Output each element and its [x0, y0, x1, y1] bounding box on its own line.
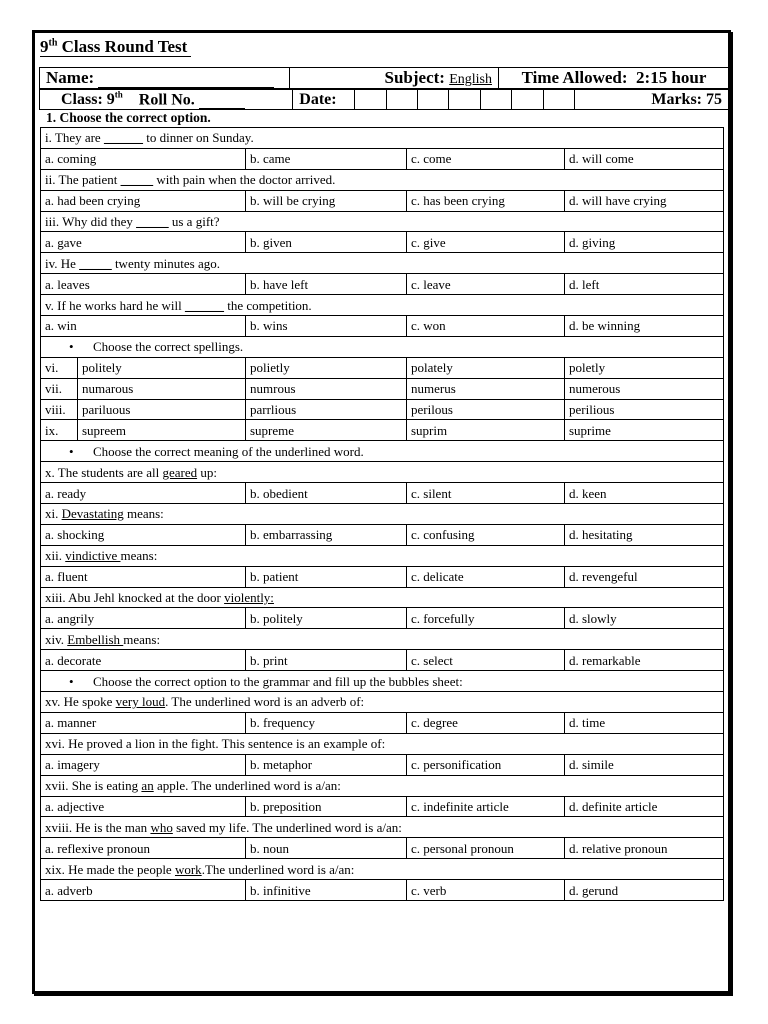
underlined-text: violently: [224, 590, 274, 606]
option-c[interactable]: c. degree [407, 712, 565, 733]
spelling-option[interactable]: poletly [565, 357, 724, 378]
options-row [41, 399, 724, 420]
marks-field [574, 90, 728, 110]
option-a[interactable]: a. coming [41, 148, 246, 169]
spelling-option[interactable]: polietly [246, 357, 407, 378]
option-a[interactable]: a. leaves [41, 274, 246, 295]
spelling-option[interactable]: supreme [246, 420, 407, 441]
option-d[interactable]: d. be winning [565, 316, 724, 337]
date-label: Date: [293, 90, 355, 110]
question-row [41, 545, 724, 566]
spelling-option[interactable]: supreem [78, 420, 246, 441]
options-row [41, 420, 724, 441]
marks-value: 75 [706, 90, 722, 108]
options-row [41, 357, 724, 378]
options-row [41, 148, 724, 169]
option-a[interactable]: a. shocking [41, 524, 246, 545]
option-b[interactable]: b. noun [246, 838, 407, 859]
option-c[interactable]: c. delicate [407, 566, 565, 587]
question-row [41, 211, 724, 232]
instruction-row [41, 336, 724, 357]
option-d[interactable]: d. giving [565, 232, 724, 253]
time-label: Time Allowed: [521, 68, 628, 87]
class-roll-field[interactable] [40, 90, 293, 110]
question-row [41, 733, 724, 754]
subject-value: English [449, 72, 492, 87]
question-text [41, 169, 724, 190]
spelling-option[interactable]: suprim [407, 420, 565, 441]
option-a[interactable]: a. win [41, 316, 246, 337]
spelling-option[interactable]: politely [78, 357, 246, 378]
date-box[interactable] [417, 90, 448, 110]
option-a[interactable]: a. imagery [41, 754, 246, 775]
underlined-text: an [141, 778, 154, 794]
instruction-text: • Choose the correct option to the grammar and fill up the bubbles sheet: [41, 671, 724, 692]
questions-table [40, 127, 724, 901]
option-a[interactable]: a. reflexive pronoun [41, 838, 246, 859]
name-blank[interactable] [98, 71, 274, 88]
question-text-part: up: [197, 464, 217, 480]
option-c[interactable]: c. silent [407, 483, 565, 504]
question-text-part: with pain when the doctor arrived. [153, 172, 336, 188]
options-row [41, 650, 724, 671]
option-d[interactable]: d. will come [565, 148, 724, 169]
question-text [41, 462, 724, 483]
option-d[interactable]: d. remarkable [565, 650, 724, 671]
option-a[interactable]: a. decorate [41, 650, 246, 671]
option-a[interactable]: a. manner [41, 712, 246, 733]
question-row [41, 169, 724, 190]
spelling-option[interactable]: pariluous [78, 399, 246, 420]
options-row [41, 712, 724, 733]
spelling-option[interactable]: numerous [565, 378, 724, 399]
options-row [41, 838, 724, 859]
option-d[interactable]: d. gerund [565, 880, 724, 901]
option-d[interactable]: d. relative pronoun [565, 838, 724, 859]
question-text-part: iv. He [45, 255, 80, 271]
options-row [41, 796, 724, 817]
option-d[interactable]: d. will have crying [565, 190, 724, 211]
spelling-option[interactable]: perilous [407, 399, 565, 420]
date-box[interactable] [543, 90, 574, 110]
question-row [41, 587, 724, 608]
option-c[interactable]: c. give [407, 232, 565, 253]
question-text [41, 211, 724, 232]
options-row [41, 316, 724, 337]
question-text-part: twenty minutes ago. [111, 255, 221, 271]
question-text-part: xvi. He proved a lion in the fight. This sentence is an example of: [45, 736, 386, 752]
question-text [41, 629, 724, 650]
underlined-text: _____ [120, 172, 154, 188]
question-text [41, 504, 724, 525]
options-row [41, 190, 724, 211]
question-text-part: xi. [45, 506, 62, 522]
question-text [41, 545, 724, 566]
spelling-option[interactable]: polately [407, 357, 565, 378]
underlined-text: _____ [79, 255, 112, 271]
spelling-option[interactable]: parrlious [246, 399, 407, 420]
option-a[interactable]: a. gave [41, 232, 246, 253]
question-text [41, 775, 724, 796]
option-b[interactable]: b. given [246, 232, 407, 253]
instruction-text: • Choose the correct spellings. [41, 336, 724, 357]
option-c[interactable]: c. confusing [407, 524, 565, 545]
options-row [41, 232, 724, 253]
underlined-text: Embellish [67, 631, 124, 647]
question-row [41, 253, 724, 274]
question-text [41, 817, 724, 838]
spelling-option[interactable]: numarous [78, 378, 246, 399]
option-d[interactable]: d. revengeful [565, 566, 724, 587]
question-number: vi. [41, 357, 78, 378]
question-text-part: x. The students are all [45, 464, 163, 480]
question-text-part: iii. Why did they [45, 214, 137, 229]
question-text-part: saved my life. The underlined word is a/an: [172, 819, 402, 835]
name-field[interactable] [40, 68, 290, 89]
options-row [41, 608, 724, 629]
question-row [41, 128, 724, 149]
question-number: ix. [41, 420, 78, 441]
question-text [41, 253, 724, 274]
option-a[interactable]: a. adjective [41, 796, 246, 817]
option-d[interactable]: d. definite article [565, 796, 724, 817]
question-text-part: means: [123, 506, 164, 522]
date-box[interactable] [480, 90, 511, 110]
question-text-part: xvii. She is eating [45, 778, 142, 794]
question-text-part: ii. The patient [45, 172, 121, 188]
question-row [41, 462, 724, 483]
options-row [41, 880, 724, 901]
question-text-part: xiii. Abu Jehl knocked at the door [45, 590, 225, 606]
underlined-text: who [150, 819, 173, 835]
option-d[interactable]: d. simile [565, 754, 724, 775]
page-title: 9th Class Round Test [40, 37, 191, 57]
question-text [41, 733, 724, 754]
time-value: 2:15 hour [636, 68, 707, 87]
question-text-part: xiv. [45, 631, 68, 647]
option-c[interactable]: c. personal pronoun [407, 838, 565, 859]
question-text-part: xix. He made the people [45, 861, 175, 877]
question-text-part: xv. He spoke [45, 694, 116, 710]
spelling-option[interactable]: numrous [246, 378, 407, 399]
option-b[interactable]: b. will be crying [246, 190, 407, 211]
option-b[interactable]: b. preposition [246, 796, 407, 817]
underlined-text: very loud [115, 694, 166, 710]
option-c[interactable]: c. verb [407, 880, 565, 901]
option-c[interactable]: c. personification [407, 754, 565, 775]
underlined-text: work [174, 861, 202, 877]
underlined-text: _____ [136, 214, 169, 229]
name-label: Name: [46, 68, 95, 87]
options-row [41, 524, 724, 545]
instruction-row [41, 441, 724, 462]
option-c[interactable]: c. indefinite article [407, 796, 565, 817]
option-d[interactable]: d. slowly [565, 608, 724, 629]
option-c[interactable]: c. select [407, 650, 565, 671]
header-row-2 [39, 89, 729, 110]
underlined-text: ______ [184, 297, 224, 313]
underlined-text: Devastating [61, 506, 124, 522]
class-label: Class: 9th [61, 90, 123, 109]
underlined-text: geared [162, 464, 198, 480]
option-d[interactable]: d. hesitating [565, 524, 724, 545]
question-row [41, 775, 724, 796]
option-d[interactable]: d. keen [565, 483, 724, 504]
question-text-part: to dinner on Sunday. [142, 130, 254, 146]
instruction-text: • Choose the correct meaning of the underlined word. [41, 441, 724, 462]
option-d[interactable]: d. time [565, 712, 724, 733]
question-text-part: apple. The underlined word is a/an: [153, 778, 341, 794]
spelling-option[interactable]: perilious [565, 399, 724, 420]
section-title: 1. Choose the correct option. [46, 110, 211, 125]
option-b[interactable]: b. print [246, 650, 407, 671]
option-a[interactable]: a. angrily [41, 608, 246, 629]
option-b[interactable]: b. obedient [246, 483, 407, 504]
question-text-part: us a gift? [168, 214, 220, 229]
roll-blank[interactable] [199, 94, 245, 109]
option-c[interactable]: c. forcefully [407, 608, 565, 629]
header-row-1 [39, 67, 730, 89]
question-number: vii. [41, 378, 78, 399]
subject-field [290, 68, 499, 89]
option-a[interactable]: a. adverb [41, 880, 246, 901]
question-row [41, 692, 724, 713]
option-b[interactable]: b. have left [246, 274, 407, 295]
question-text [41, 128, 724, 149]
underlined-text: ______ [103, 130, 143, 146]
spelling-option[interactable]: numerus [407, 378, 565, 399]
question-row [41, 629, 724, 650]
option-a[interactable]: a. had been crying [41, 190, 246, 211]
question-text-part: v. If he works hard he will [45, 297, 185, 313]
question-text [41, 587, 724, 608]
question-text-part: xviii. He is the man [45, 819, 151, 835]
option-b[interactable]: b. embarrassing [246, 524, 407, 545]
date-box[interactable] [449, 90, 480, 110]
option-a[interactable]: a. fluent [41, 566, 246, 587]
time-field [499, 68, 730, 89]
question-text-part: i. They are [45, 130, 104, 146]
question-text-part: .The underlined word is a/an: [201, 861, 355, 877]
question-text [41, 692, 724, 713]
underlined-text: vindictive [65, 548, 121, 564]
question-row [41, 295, 724, 316]
spelling-option[interactable]: suprime [565, 420, 724, 441]
option-c[interactable]: c. leave [407, 274, 565, 295]
date-box[interactable] [512, 90, 543, 110]
instruction-row [41, 671, 724, 692]
subject-label: Subject: [384, 68, 445, 87]
options-row [41, 566, 724, 587]
marks-label: Marks: [651, 90, 702, 108]
question-row [41, 859, 724, 880]
option-c[interactable]: c. come [407, 148, 565, 169]
option-a[interactable]: a. ready [41, 483, 246, 504]
question-text [41, 295, 724, 316]
question-text-part: means: [123, 631, 161, 647]
date-box[interactable] [355, 90, 386, 110]
question-number: viii. [41, 399, 78, 420]
option-d[interactable]: d. left [565, 274, 724, 295]
date-box[interactable] [386, 90, 417, 110]
options-row [41, 378, 724, 399]
options-row [41, 483, 724, 504]
question-text-part: the competition. [223, 297, 312, 313]
question-text-part: means: [120, 548, 158, 564]
question-row [41, 817, 724, 838]
option-b[interactable]: b. frequency [246, 712, 407, 733]
option-b[interactable]: b. wins [246, 316, 407, 337]
question-row [41, 504, 724, 525]
option-b[interactable]: b. infinitive [246, 880, 407, 901]
option-c[interactable]: c. has been crying [407, 190, 565, 211]
option-b[interactable]: b. metaphor [246, 754, 407, 775]
question-text-part: xii. [45, 548, 66, 564]
option-b[interactable]: b. politely [246, 608, 407, 629]
option-c[interactable]: c. won [407, 316, 565, 337]
question-text [41, 859, 724, 880]
roll-label: Roll No. [138, 91, 195, 109]
option-b[interactable]: b. patient [246, 566, 407, 587]
question-text-part: . The underlined word is an adverb of: [165, 694, 365, 710]
option-b[interactable]: b. came [246, 148, 407, 169]
options-row [41, 274, 724, 295]
options-row [41, 754, 724, 775]
